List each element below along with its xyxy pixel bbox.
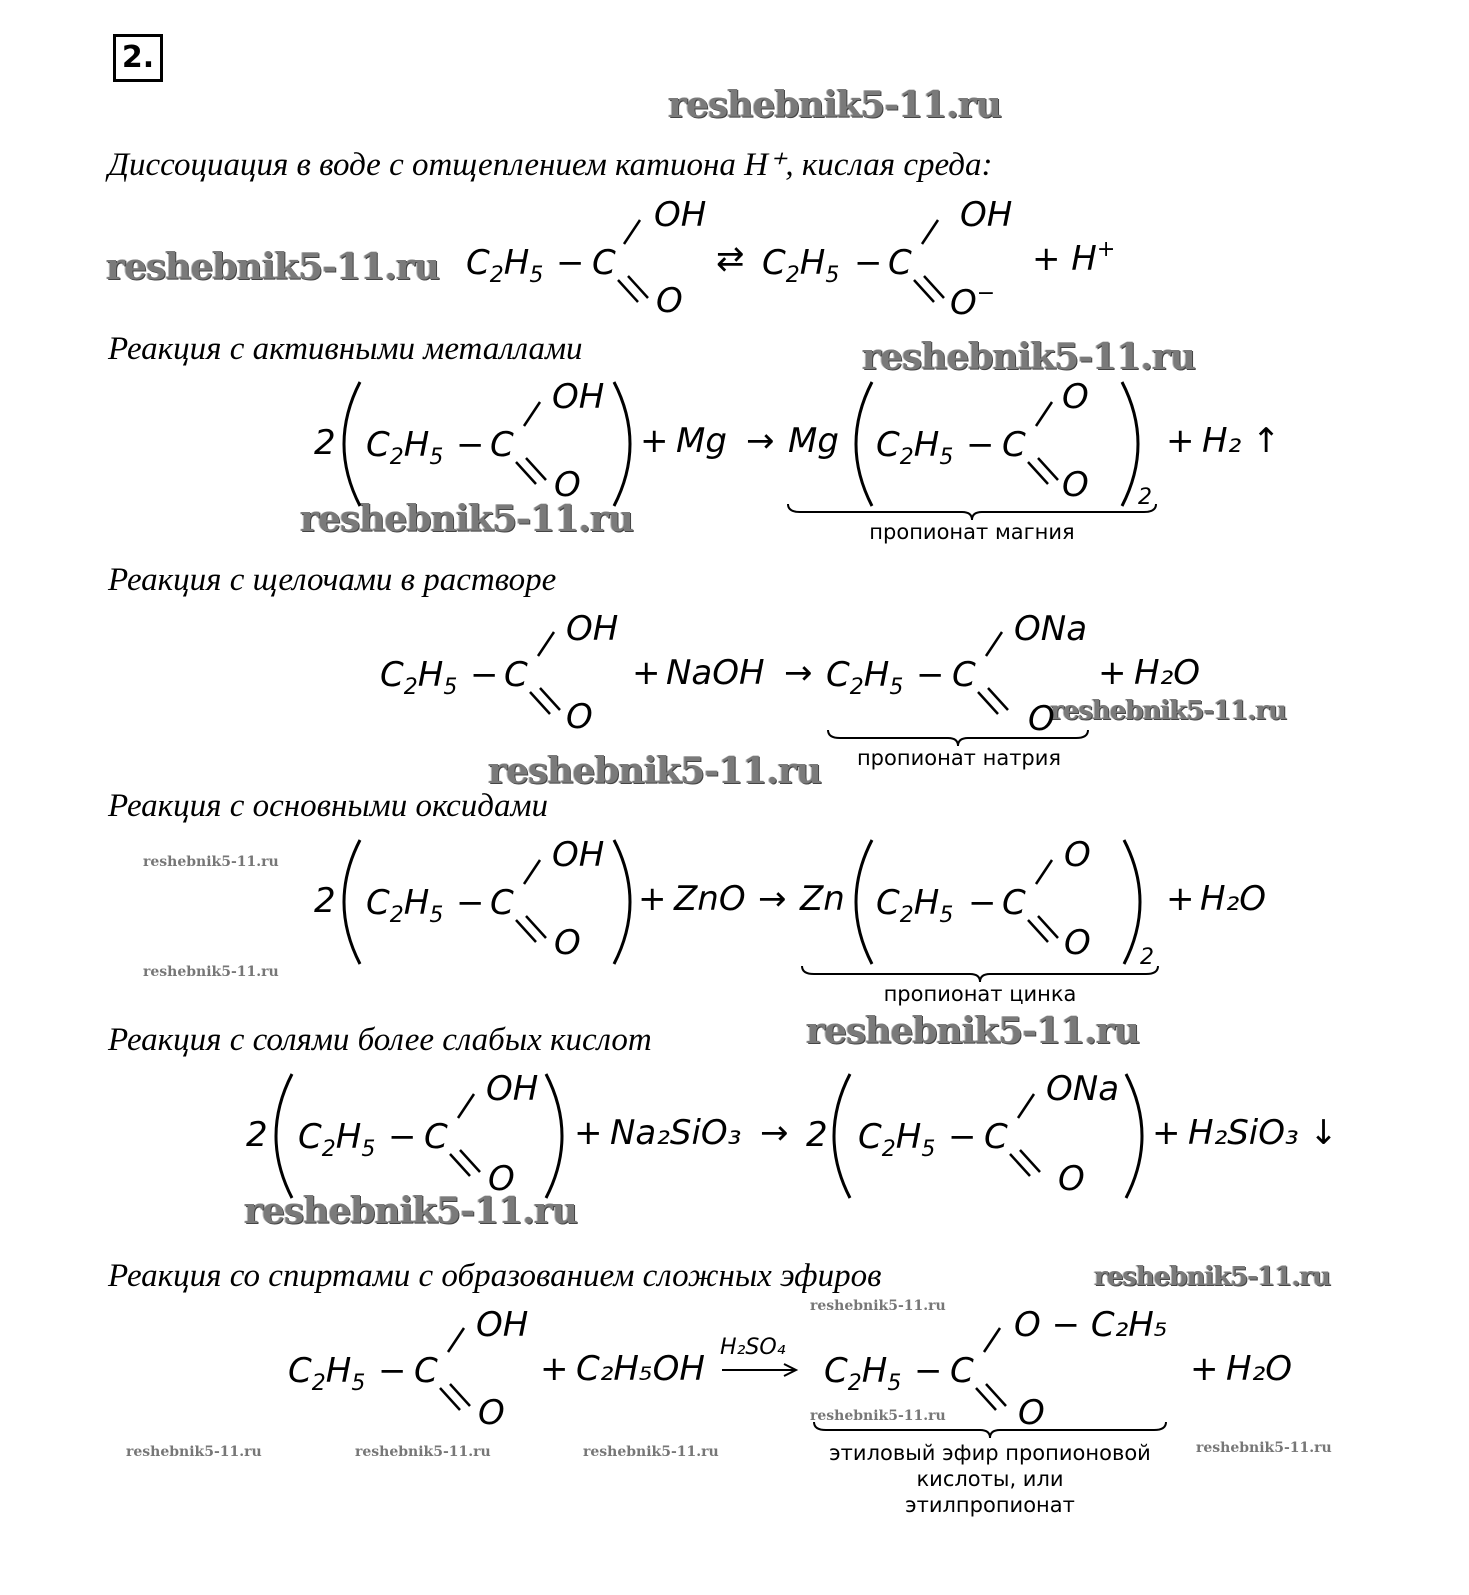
caption-ethyl-propionate (790, 1440, 1190, 1518)
svg-text:O: O (478, 1393, 505, 1433)
watermark: reshebnik5-11.ru (810, 1298, 946, 1314)
watermark: reshebnik5-11.ru (355, 1444, 491, 1460)
svg-text:C: C (504, 655, 528, 695)
svg-text:→: → (760, 1113, 789, 1153)
svg-text:O: O (1062, 465, 1089, 505)
svg-text:OH: OH (566, 609, 619, 649)
svg-text:C: C (424, 1117, 448, 1157)
svg-text:OH: OH (960, 195, 1013, 235)
svg-text:O: O (1018, 1393, 1045, 1433)
watermark: reshebnik5-11.ru (143, 964, 279, 980)
svg-text:C₂H₅OH: C₂H₅OH (576, 1349, 705, 1389)
svg-text:ZnO: ZnO (674, 879, 746, 919)
svg-text:⇄: ⇄ (716, 239, 745, 279)
watermark: reshebnik5-11.ru (668, 84, 1001, 126)
svg-text:H₂O: H₂O (1226, 1349, 1292, 1389)
watermark: reshebnik5-11.ru (1094, 1262, 1331, 1292)
svg-text:O: O (1064, 835, 1091, 875)
caption-sodium-propionate: пропионат натрия (856, 746, 1062, 770)
brace-zinc (800, 964, 1160, 984)
svg-text:2: 2 (1140, 945, 1154, 970)
svg-text:H₂O: H₂O (1200, 879, 1266, 919)
svg-text:C: C (414, 1351, 438, 1391)
watermark: reshebnik5-11.ru (862, 336, 1195, 378)
svg-text:OH: OH (552, 835, 605, 875)
svg-text:+ H+: + H+ (1032, 237, 1116, 279)
svg-text:+: + (1190, 1349, 1219, 1389)
svg-text:C: C (888, 243, 912, 283)
svg-text:H₂O: H₂O (1134, 653, 1200, 693)
heading-dissociation: Диссоциация в воде с отщеплением катиона H⁺, кислая среда: (108, 147, 993, 183)
svg-text:+: + (638, 879, 667, 919)
svg-text:C2H5: $C_2H_5$ (876, 425, 954, 470)
svg-text:O: O (566, 697, 593, 737)
svg-text:2: 2 (246, 1115, 268, 1155)
svg-text:+: + (1152, 1113, 1181, 1153)
svg-text:−: − (916, 655, 945, 695)
svg-text:C: C (984, 1117, 1008, 1157)
caption-ester-line: кислоты, или (916, 1467, 1064, 1491)
svg-text:C: C (490, 883, 514, 923)
equation-dissociation (460, 190, 1140, 330)
caption-ester-line: этиловый эфир пропионовой (829, 1441, 1151, 1465)
svg-text:C: C (1002, 425, 1026, 465)
watermark: reshebnik5-11.ru (106, 246, 439, 288)
svg-text:NaOH: NaOH (666, 653, 765, 693)
svg-text:OH: OH (476, 1305, 529, 1345)
svg-text:O: O (1062, 377, 1089, 417)
svg-text:−: − (378, 1351, 407, 1391)
equation-magnesium (300, 372, 1290, 522)
svg-text:C: C (1002, 883, 1026, 923)
watermark: reshebnik5-11.ru (1050, 696, 1287, 726)
svg-text:C2H5: $C_2H_5$ (826, 655, 904, 700)
svg-text:−: − (470, 655, 499, 695)
svg-text:−: − (556, 243, 585, 283)
svg-text:C2H5: $C_2H_5$ (366, 883, 444, 928)
brace-sodium (826, 728, 1092, 748)
brace-ester (812, 1420, 1168, 1440)
svg-text:−: − (456, 883, 485, 923)
svg-text:C2H5: $C_2H_5$ (298, 1117, 376, 1162)
caption-magnesium-propionate: пропионат магния (869, 520, 1075, 544)
svg-text:C2H5: $C_2H_5$ (876, 883, 954, 928)
svg-text:H₂ ↑: H₂ ↑ (1202, 421, 1281, 461)
svg-text:−: − (914, 1351, 943, 1391)
svg-text:+: + (640, 421, 669, 461)
svg-text:O: O (1058, 1159, 1085, 1199)
heading-oxides: Реакция с основными оксидами (108, 788, 549, 824)
svg-text:−: − (948, 1117, 977, 1157)
svg-text:H₂SiO₃ ↓: H₂SiO₃ ↓ (1188, 1113, 1338, 1153)
caption-zinc-propionate: пропионат цинка (883, 982, 1077, 1006)
svg-text:C2H5: $C_2H_5$ (366, 425, 444, 470)
svg-text:+: + (540, 1349, 569, 1389)
equation-zinc-oxide (300, 830, 1290, 980)
svg-text:C: C (950, 1351, 974, 1391)
svg-text:+: + (1098, 653, 1127, 693)
svg-text:Mg: Mg (676, 421, 727, 461)
svg-text:2: 2 (1138, 485, 1152, 510)
svg-text:Zn: Zn (800, 879, 845, 919)
svg-text:C: C (592, 243, 616, 283)
svg-text:−: − (854, 243, 883, 283)
svg-text:OH: OH (552, 377, 605, 417)
heading-salts: Реакция с солями более слабых кислот (108, 1022, 652, 1058)
svg-text:O − C₂H₅: O − C₂H₅ (1014, 1305, 1168, 1345)
caption-ester-line: этилпропионат (905, 1493, 1075, 1517)
svg-text:2: 2 (806, 1115, 828, 1155)
svg-text:O: O (656, 281, 683, 321)
heading-metals: Реакция с активными металлами (108, 331, 583, 367)
svg-text:H₂SO₄: H₂SO₄ (720, 1335, 786, 1360)
svg-text:C2H5: $C_2H_5$ (824, 1351, 902, 1396)
watermark: reshebnik5-11.ru (244, 1190, 577, 1232)
svg-text:O: O (1028, 699, 1055, 739)
svg-text:→: → (746, 421, 775, 461)
svg-text:OH: OH (486, 1069, 539, 1109)
svg-text:+: + (574, 1113, 603, 1153)
svg-text:C2H5: $C_2H_5$ (288, 1351, 366, 1396)
watermark: reshebnik5-11.ru (488, 750, 821, 792)
svg-text:−: − (456, 425, 485, 465)
svg-text:O: O (554, 465, 581, 505)
svg-text:ONa: ONa (1014, 609, 1088, 649)
svg-text:2: 2 (314, 423, 336, 463)
svg-text:C2H5: $C_2H_5$ (466, 243, 544, 288)
svg-text:C: C (952, 655, 976, 695)
svg-text:2: 2 (314, 881, 336, 921)
svg-text:OH: OH (654, 195, 707, 235)
svg-text:−: − (388, 1117, 417, 1157)
svg-text:+: + (1166, 421, 1195, 461)
svg-text:O: O (488, 1159, 515, 1199)
svg-text:+: + (632, 653, 661, 693)
watermark: reshebnik5-11.ru (806, 1010, 1139, 1052)
equation-sodium-silicate (240, 1066, 1350, 1206)
task-number: 2. (113, 34, 163, 82)
svg-text:C2H5: $C_2H_5$ (762, 243, 840, 288)
heading-alcohols: Реакция со спиртами с образованием сложных эфиров (108, 1258, 882, 1294)
watermark: reshebnik5-11.ru (143, 854, 279, 870)
watermark: reshebnik5-11.ru (810, 1408, 946, 1424)
watermark: reshebnik5-11.ru (126, 1444, 262, 1460)
brace-magnesium (786, 502, 1158, 522)
watermark: reshebnik5-11.ru (583, 1444, 719, 1460)
svg-text:−: − (968, 883, 997, 923)
svg-text:C2H5: $C_2H_5$ (380, 655, 458, 700)
svg-text:−: − (966, 425, 995, 465)
equation-sodium-hydroxide (376, 606, 1236, 746)
svg-text:+: + (1166, 879, 1195, 919)
svg-text:Na₂SiO₃: Na₂SiO₃ (610, 1113, 742, 1153)
svg-text:→: → (758, 879, 787, 919)
svg-text:Mg: Mg (788, 421, 839, 461)
svg-text:C: C (490, 425, 514, 465)
svg-text:ONa: ONa (1046, 1069, 1120, 1109)
svg-text:O: O (1064, 923, 1091, 963)
svg-text:→: → (784, 653, 813, 693)
svg-text:O: O (554, 923, 581, 963)
svg-text:C2H5: $C_2H_5$ (858, 1117, 936, 1162)
heading-alkali: Реакция с щелочами в растворе (108, 562, 557, 598)
watermark: reshebnik5-11.ru (300, 498, 633, 540)
watermark: reshebnik5-11.ru (1196, 1440, 1332, 1456)
svg-text:O−: O− (950, 281, 996, 323)
